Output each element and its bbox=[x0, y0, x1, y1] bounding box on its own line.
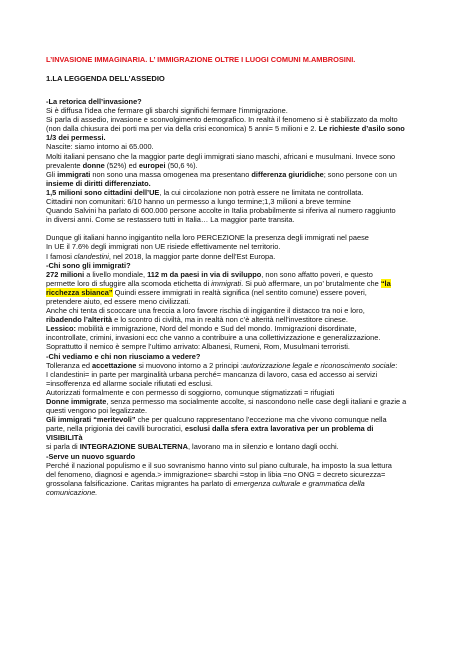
paragraph-line: Molti italiani pensano che la maggior parte degli immigrati siano maschi, africani e musulmani. Invece sono bbox=[46, 151, 396, 161]
paragraph-line: del fenomeno, diagnosi e agenda.> immigrazione= sbarchi =stop in libia =no ONG = decreto sicurezza= bbox=[46, 469, 386, 479]
document-title: L’INVASIONE IMMAGINARIA. L’ IMMIGRAZIONE OLTRE I LUOGI COMUNI M.AMBROSINI. bbox=[46, 55, 356, 64]
spacer bbox=[46, 224, 434, 233]
paragraph-line: Si è diffusa l’idea che fermare gli sbarchi significhi fermare l’immigrazione. bbox=[46, 106, 288, 116]
paragraph-line: questi vengono poi legalizzate. bbox=[46, 406, 148, 416]
paragraph-line: VISIBILITà bbox=[46, 433, 83, 443]
highlight: “la bbox=[380, 278, 391, 288]
paragraph-line: =insofferenza ed allarme sociale rifiutati ed esclusi. bbox=[46, 378, 213, 388]
paragraph-line: (non dalla chiusura dei porti ma per via della crisi economica) 5 anni= 5 milioni e 2. Le richieste d’asilo sono bbox=[46, 124, 405, 134]
paragraph-line: I famosi clandestini, nel 2018, la maggior parte donne dell’Est Europa. bbox=[46, 251, 276, 261]
paragraph-line: ribadendo l’alterità e lo scontro di civiltà, ma in realtà non c’è alterità nell’investitore cinese. bbox=[46, 315, 348, 325]
paragraph-line: Lessico: mobilità e immigrazione, Nord del mondo e Sud del mondo. Immigrazioni disordinate, bbox=[46, 324, 357, 334]
paragraph-line: Soprattutto il nemico è sempre l’ultimo arrivato: Albanesi, Rumeni, Rom, Musulmani terroristi. bbox=[46, 342, 350, 352]
paragraph-line: 272 milioni a livello mondiale, 112 m da paesi in via di sviluppo, non sono affatto poveri, e questo bbox=[46, 269, 373, 279]
paragraph-line: insieme di diritti differenziato. bbox=[46, 178, 151, 188]
heading-chi-sono: -Chi sono gli immigrati? bbox=[46, 260, 131, 270]
paragraph-line: Quando Salvini ha parlato di 600.000 persone accolte in Italia probabilmente si riferiva al numero raggiunto bbox=[46, 206, 396, 216]
paragraph-line: Nascite: siamo intorno ai 65.000. bbox=[46, 142, 154, 152]
block-retorica bbox=[46, 97, 434, 224]
paragraph-line: Anche chi tenta di scoccare una freccia a loro favore rischia di ingigantire il distacco tra noi e loro, bbox=[46, 306, 365, 316]
paragraph-line: ricchezza sbianca” Quindi essere immigrati in realtà significa (nel sentito comune) essere poveri, bbox=[46, 287, 367, 297]
block-percezione bbox=[46, 233, 434, 497]
paragraph-line: comunicazione. bbox=[46, 487, 98, 497]
paragraph-line: Cittadini non comunitari: 6/10 hanno un permesso a lungo termine;1,3 milioni a breve termine bbox=[46, 197, 351, 207]
paragraph-line: in diversi anni. Come se restassero tutti in Italia… La maggior parte transita. bbox=[46, 215, 295, 225]
paragraph-line: Gli immigrati “meritevoli” che per qualcuno rappresentano l’eccezione ma che vivono comunque nella bbox=[46, 415, 387, 425]
paragraph-line: I clandestini= in parte per marginalità urbana perché= mancanza di lavoro, casa ed accesso ai servizi bbox=[46, 369, 378, 379]
paragraph-line: Autorizzati formalmente e con permesso di soggiorno, comunque stigmatizzati = rifugiati bbox=[46, 387, 335, 397]
paragraph-line: Perché il nazional populismo e il suo sovranismo hanno vinto sul piano culturale, ha imposto la sua lettura bbox=[46, 460, 392, 470]
paragraph-line: prevalente donne (52%) ed europei (50,6 %). bbox=[46, 160, 198, 170]
paragraph-line: incontrollate, crimini, invasioni ecc che vanno a contribuire a una collettivizzazione e generalizzazione. bbox=[46, 333, 381, 343]
paragraph-line: Gli immigrati non sono una massa omogenea ma presentano differenza giuridiche; sono persone con un bbox=[46, 169, 397, 179]
paragraph-line: grossolana falsificazione. Caritas migrantes ha parlato di emergenza culturale e grammatica della bbox=[46, 478, 365, 488]
section-heading: 1.LA LEGGENDA DELL’ASSEDIO bbox=[46, 74, 165, 83]
paragraph-line: Dunque gli italiani hanno ingigantito nella loro PERCEZIONE la presenza degli immigrati nel paese bbox=[46, 233, 369, 243]
highlight: ricchezza sbianca” bbox=[46, 287, 113, 297]
paragraph-line: si parla di INTEGRAZIONE SUBALTERNA, lavorano ma in silenzio e lontano dagli occhi. bbox=[46, 442, 339, 452]
paragraph-line: parte, nella prigionia dei cavilli burocratici, esclusi dalla sfera extra lavorativa per un problema di bbox=[46, 424, 374, 434]
paragraph-line: permette loro di sfuggire alla scomoda etichetta di immigrati. Si può affermare, un po’ brutalmente che “la bbox=[46, 278, 391, 288]
paragraph-line: 1/3 dei permessi. bbox=[46, 133, 106, 143]
paragraph-line: In UE il 7.6% degli immigrati non UE risiede effettivamente nel territorio. bbox=[46, 242, 281, 252]
paragraph-line: pretendere aiuto, ed essere meno civilizzati. bbox=[46, 296, 191, 306]
paragraph-line: Donne immigrate, senza permesso ma socialmente accolte, si nascondono nelle case degli italiani e grazie a bbox=[46, 397, 407, 406]
heading-nuovo-sguardo: -Serve un nuovo sguardo bbox=[46, 451, 136, 461]
heading-chi-vediamo: -Chi vediamo e chi non riusciamo a vedere? bbox=[46, 351, 201, 361]
heading-retorica: -La retorica dell’invasione? bbox=[46, 97, 142, 106]
paragraph-line: Si parla di assedio, invasione e sconvolgimento demografico. In realtà il fenomeno si è stabilizzato da molto bbox=[46, 115, 398, 125]
paragraph-line: Tolleranza ed accettazione si muovono intorno a 2 principi :autorizzazione legale e riconoscimento sociale: bbox=[46, 360, 398, 370]
paragraph-line: 1,5 milioni sono cittadini dell’UE, la cui circolazione non potrà essere ne limitata ne controllata. bbox=[46, 187, 364, 197]
